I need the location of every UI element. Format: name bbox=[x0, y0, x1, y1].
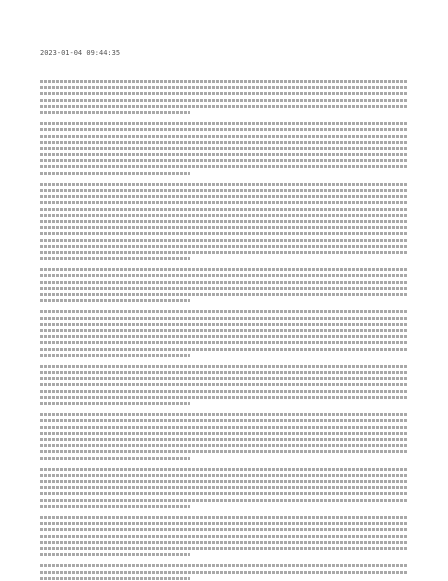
body-text-line bbox=[40, 255, 190, 261]
body-text-line bbox=[40, 551, 190, 557]
body-text-line bbox=[40, 297, 190, 303]
timestamp: 2023-01-04 09:44:35 bbox=[40, 49, 121, 57]
document-header bbox=[40, 40, 408, 76]
header-line-1 bbox=[40, 40, 408, 49]
body-text-line bbox=[40, 503, 190, 509]
header-line-4 bbox=[40, 67, 408, 76]
body-text-line bbox=[40, 109, 190, 115]
document-body bbox=[40, 78, 408, 581]
body-text-line bbox=[40, 455, 190, 461]
body-text-line bbox=[40, 170, 190, 176]
body-text-line bbox=[40, 400, 190, 406]
body-text-line bbox=[40, 352, 190, 358]
header-line-3 bbox=[40, 58, 408, 67]
